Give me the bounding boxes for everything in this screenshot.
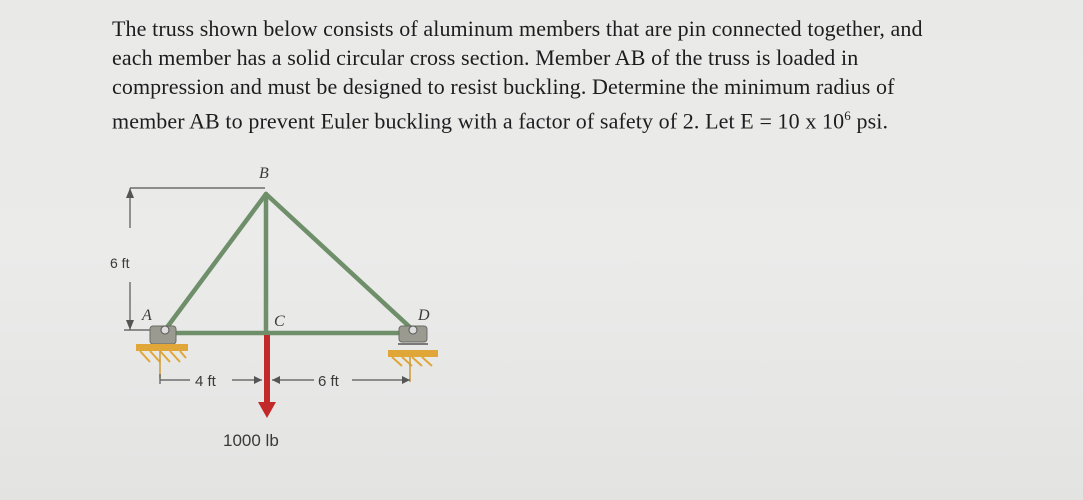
right-span-label: 6 ft <box>318 373 339 390</box>
modulus-exponent: 6 <box>844 108 851 123</box>
span-arrow-1 <box>254 376 262 384</box>
member-bd <box>266 194 413 330</box>
height-dimension-label: 6 ft <box>110 255 130 271</box>
problem-line-4-text: member AB to prevent Euler buckling with a factor of safety of 2. Let E = 10 x 10 <box>112 108 845 134</box>
load-arrow <box>258 335 276 418</box>
left-span-label: 4 ft <box>195 373 216 390</box>
node-label-c: C <box>274 313 285 330</box>
ground-a <box>136 344 188 351</box>
span-arrow-3 <box>402 376 410 384</box>
truss-members <box>165 194 413 333</box>
span-arrow-2 <box>272 376 280 384</box>
problem-line-2: each member has a solid circular cross section. Member AB of the truss is loaded in <box>112 45 859 70</box>
member-ab <box>165 194 266 330</box>
load-label: 1000 lb <box>223 431 279 450</box>
height-arrow-top <box>126 188 134 198</box>
problem-line-1: The truss shown below consists of aluminum members that are pin connected together, and <box>112 16 923 41</box>
modulus-unit: psi. <box>850 108 889 134</box>
node-label-a: A <box>142 307 152 324</box>
height-arrow-bottom <box>126 320 134 330</box>
problem-line-3: compression and must be designed to resist buckling. Determine the minimum radius of <box>112 74 895 99</box>
ground-d <box>388 350 438 357</box>
node-label-d: D <box>418 307 430 324</box>
node-label-b: B <box>259 165 269 182</box>
